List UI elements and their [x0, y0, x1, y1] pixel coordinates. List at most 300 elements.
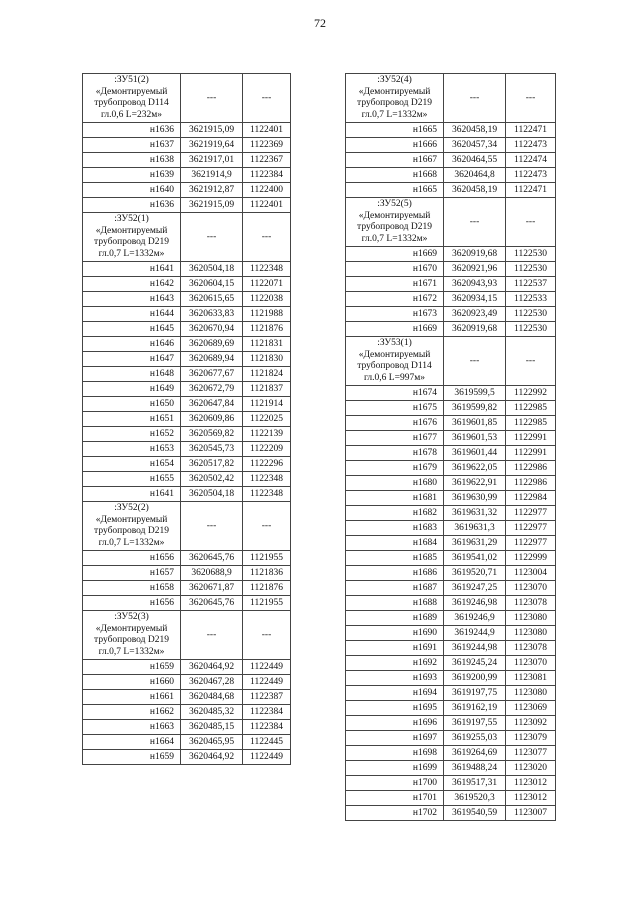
- point-id-cell: н1672: [346, 292, 444, 307]
- section-x-placeholder: ---: [181, 74, 243, 123]
- point-id-cell: н1656: [83, 551, 181, 566]
- x-coordinate-cell: 3620645,76: [181, 551, 243, 566]
- table-row: [83, 457, 291, 472]
- table-row: [346, 262, 556, 277]
- y-coordinate-cell: 1122384: [243, 720, 291, 735]
- y-coordinate-cell: 1122471: [506, 183, 556, 198]
- point-id-cell: н1636: [83, 123, 181, 138]
- point-id-cell: н1677: [346, 431, 444, 446]
- x-coordinate-cell: 3620464,92: [181, 750, 243, 765]
- x-coordinate-cell: 3620921,96: [444, 262, 506, 277]
- table-row: [83, 168, 291, 183]
- point-id-cell: н1645: [83, 322, 181, 337]
- table-row: [83, 690, 291, 705]
- x-coordinate-cell: 3619162,19: [444, 701, 506, 716]
- table-row: [83, 337, 291, 352]
- x-coordinate-cell: 3620485,15: [181, 720, 243, 735]
- x-coordinate-cell: 3619255,03: [444, 731, 506, 746]
- y-coordinate-cell: 1121837: [243, 382, 291, 397]
- x-coordinate-cell: 3620517,82: [181, 457, 243, 472]
- table-row: [346, 168, 556, 183]
- x-coordinate-cell: 3620670,94: [181, 322, 243, 337]
- section-y-placeholder: ---: [243, 611, 291, 660]
- table-row: [83, 352, 291, 367]
- point-id-cell: н1648: [83, 367, 181, 382]
- x-coordinate-cell: 3620677,67: [181, 367, 243, 382]
- x-coordinate-cell: 3620615,65: [181, 292, 243, 307]
- x-coordinate-cell: 3620923,49: [444, 307, 506, 322]
- y-coordinate-cell: 1122038: [243, 292, 291, 307]
- y-coordinate-cell: 1122401: [243, 123, 291, 138]
- y-coordinate-cell: 1123078: [506, 641, 556, 656]
- x-coordinate-cell: 3620484,68: [181, 690, 243, 705]
- section-header-row: [83, 502, 291, 551]
- x-coordinate-cell: 3620458,19: [444, 183, 506, 198]
- y-coordinate-cell: 1122530: [506, 262, 556, 277]
- x-coordinate-cell: 3620919,68: [444, 247, 506, 262]
- y-coordinate-cell: 1122473: [506, 168, 556, 183]
- y-coordinate-cell: 1122991: [506, 431, 556, 446]
- coordinates-table-right: [345, 73, 556, 821]
- table-row: [346, 701, 556, 716]
- section-y-placeholder: ---: [506, 337, 556, 386]
- x-coordinate-cell: 3619622,05: [444, 461, 506, 476]
- point-id-cell: н1652: [83, 427, 181, 442]
- table-row: [83, 472, 291, 487]
- x-coordinate-cell: 3621919,64: [181, 138, 243, 153]
- x-coordinate-cell: 3621914,9: [181, 168, 243, 183]
- x-coordinate-cell: 3621915,09: [181, 198, 243, 213]
- y-coordinate-cell: 1122296: [243, 457, 291, 472]
- y-coordinate-cell: 1122025: [243, 412, 291, 427]
- point-id-cell: н1655: [83, 472, 181, 487]
- point-id-cell: н1683: [346, 521, 444, 536]
- y-coordinate-cell: 1122533: [506, 292, 556, 307]
- section-y-placeholder: ---: [506, 74, 556, 123]
- section-header-row: [346, 198, 556, 247]
- x-coordinate-cell: 3620465,95: [181, 735, 243, 750]
- x-coordinate-cell: 3619541,02: [444, 551, 506, 566]
- x-coordinate-cell: 3619631,32: [444, 506, 506, 521]
- point-id-cell: н1671: [346, 277, 444, 292]
- coordinates-table-left: [82, 73, 291, 765]
- point-id-cell: н1667: [346, 153, 444, 168]
- y-coordinate-cell: 1123081: [506, 671, 556, 686]
- page-number: 72: [314, 16, 326, 30]
- table-row: [83, 487, 291, 502]
- y-coordinate-cell: 1123012: [506, 791, 556, 806]
- point-id-cell: н1661: [83, 690, 181, 705]
- point-id-cell: н1644: [83, 307, 181, 322]
- x-coordinate-cell: 3619601,85: [444, 416, 506, 431]
- y-coordinate-cell: 1121831: [243, 337, 291, 352]
- point-id-cell: н1676: [346, 416, 444, 431]
- x-coordinate-cell: 3619517,31: [444, 776, 506, 791]
- point-id-cell: н1702: [346, 806, 444, 821]
- y-coordinate-cell: 1121914: [243, 397, 291, 412]
- point-id-cell: н1699: [346, 761, 444, 776]
- x-coordinate-cell: 3620919,68: [444, 322, 506, 337]
- table-row: [346, 626, 556, 641]
- x-coordinate-cell: 3619599,82: [444, 401, 506, 416]
- point-id-cell: н1669: [346, 322, 444, 337]
- x-coordinate-cell: 3620464,55: [444, 153, 506, 168]
- point-id-cell: н1694: [346, 686, 444, 701]
- y-coordinate-cell: 1122401: [243, 198, 291, 213]
- point-id-cell: н1695: [346, 701, 444, 716]
- point-id-cell: н1636: [83, 198, 181, 213]
- section-x-placeholder: ---: [181, 611, 243, 660]
- section-y-placeholder: ---: [243, 502, 291, 551]
- point-id-cell: н1659: [83, 750, 181, 765]
- table-row: [346, 686, 556, 701]
- x-coordinate-cell: 3619540,59: [444, 806, 506, 821]
- point-id-cell: н1646: [83, 337, 181, 352]
- section-header-cell: :ЗУ52(5) «Демонтируемый трубопровод D219 гл.0,7 L=1332м»: [346, 198, 444, 247]
- point-id-cell: н1663: [83, 720, 181, 735]
- point-id-cell: н1686: [346, 566, 444, 581]
- point-id-cell: н1656: [83, 596, 181, 611]
- x-coordinate-cell: 3620647,84: [181, 397, 243, 412]
- table-row: [346, 277, 556, 292]
- table-row: [83, 183, 291, 198]
- table-row: [83, 660, 291, 675]
- table-row: [83, 198, 291, 213]
- point-id-cell: н1666: [346, 138, 444, 153]
- point-id-cell: н1681: [346, 491, 444, 506]
- y-coordinate-cell: 1122348: [243, 487, 291, 502]
- table-row: [346, 611, 556, 626]
- table-row: [83, 262, 291, 277]
- y-coordinate-cell: 1121824: [243, 367, 291, 382]
- table-row: [83, 123, 291, 138]
- y-coordinate-cell: 1123078: [506, 596, 556, 611]
- x-coordinate-cell: 3620604,15: [181, 277, 243, 292]
- x-coordinate-cell: 3620671,87: [181, 581, 243, 596]
- table-row: [83, 705, 291, 720]
- table-row: [346, 386, 556, 401]
- y-coordinate-cell: 1122445: [243, 735, 291, 750]
- point-id-cell: н1689: [346, 611, 444, 626]
- x-coordinate-cell: 3620502,42: [181, 472, 243, 487]
- point-id-cell: н1679: [346, 461, 444, 476]
- section-y-placeholder: ---: [506, 198, 556, 247]
- y-coordinate-cell: 1122977: [506, 521, 556, 536]
- table-row: [83, 581, 291, 596]
- y-coordinate-cell: 1123007: [506, 806, 556, 821]
- point-id-cell: н1638: [83, 153, 181, 168]
- table-row: [346, 247, 556, 262]
- x-coordinate-cell: 3621912,87: [181, 183, 243, 198]
- table-row: [83, 367, 291, 382]
- y-coordinate-cell: 1123092: [506, 716, 556, 731]
- section-header-row: [83, 74, 291, 123]
- x-coordinate-cell: 3620467,28: [181, 675, 243, 690]
- point-id-cell: н1684: [346, 536, 444, 551]
- table-row: [346, 401, 556, 416]
- y-coordinate-cell: 1122986: [506, 461, 556, 476]
- y-coordinate-cell: 1122348: [243, 472, 291, 487]
- table-row: [346, 446, 556, 461]
- x-coordinate-cell: 3620934,15: [444, 292, 506, 307]
- point-id-cell: н1691: [346, 641, 444, 656]
- table-row: [83, 322, 291, 337]
- section-header-row: [346, 337, 556, 386]
- x-coordinate-cell: 3620609,86: [181, 412, 243, 427]
- table-row: [83, 675, 291, 690]
- point-id-cell: н1685: [346, 551, 444, 566]
- x-coordinate-cell: 3619630,99: [444, 491, 506, 506]
- table-row: [83, 397, 291, 412]
- y-coordinate-cell: 1122449: [243, 750, 291, 765]
- y-coordinate-cell: 1122991: [506, 446, 556, 461]
- y-coordinate-cell: 1123080: [506, 686, 556, 701]
- y-coordinate-cell: 1122209: [243, 442, 291, 457]
- table-row: [346, 123, 556, 138]
- point-id-cell: н1674: [346, 386, 444, 401]
- table-row: [346, 322, 556, 337]
- section-header-row: [346, 74, 556, 123]
- table-row: [83, 277, 291, 292]
- table-row: [346, 806, 556, 821]
- point-id-cell: н1698: [346, 746, 444, 761]
- x-coordinate-cell: 3620504,18: [181, 487, 243, 502]
- y-coordinate-cell: 1122999: [506, 551, 556, 566]
- point-id-cell: н1665: [346, 183, 444, 198]
- point-id-cell: н1688: [346, 596, 444, 611]
- x-coordinate-cell: 3619631,29: [444, 536, 506, 551]
- y-coordinate-cell: 1122985: [506, 416, 556, 431]
- table-row: [83, 442, 291, 457]
- x-coordinate-cell: 3620458,19: [444, 123, 506, 138]
- y-coordinate-cell: 1123080: [506, 626, 556, 641]
- y-coordinate-cell: 1122985: [506, 401, 556, 416]
- table-row: [346, 431, 556, 446]
- x-coordinate-cell: 3619197,75: [444, 686, 506, 701]
- y-coordinate-cell: 1122471: [506, 123, 556, 138]
- section-header-cell: :ЗУ52(2) «Демонтируемый трубопровод D219 гл.0,7 L=1332м»: [83, 502, 181, 551]
- y-coordinate-cell: 1122384: [243, 705, 291, 720]
- point-id-cell: н1653: [83, 442, 181, 457]
- section-header-row: [83, 213, 291, 262]
- point-id-cell: н1670: [346, 262, 444, 277]
- point-id-cell: н1659: [83, 660, 181, 675]
- section-x-placeholder: ---: [181, 502, 243, 551]
- y-coordinate-cell: 1121988: [243, 307, 291, 322]
- y-coordinate-cell: 1121955: [243, 551, 291, 566]
- y-coordinate-cell: 1122977: [506, 506, 556, 521]
- x-coordinate-cell: 3620569,82: [181, 427, 243, 442]
- table-row: [83, 735, 291, 750]
- table-row: [346, 596, 556, 611]
- y-coordinate-cell: 1121836: [243, 566, 291, 581]
- point-id-cell: н1643: [83, 292, 181, 307]
- y-coordinate-cell: 1122530: [506, 247, 556, 262]
- x-coordinate-cell: 3620943,93: [444, 277, 506, 292]
- section-x-placeholder: ---: [444, 337, 506, 386]
- table-row: [83, 307, 291, 322]
- point-id-cell: н1642: [83, 277, 181, 292]
- y-coordinate-cell: 1122984: [506, 491, 556, 506]
- x-coordinate-cell: 3620464,8: [444, 168, 506, 183]
- point-id-cell: н1687: [346, 581, 444, 596]
- y-coordinate-cell: 1122449: [243, 660, 291, 675]
- x-coordinate-cell: 3620633,83: [181, 307, 243, 322]
- x-coordinate-cell: 3619622,91: [444, 476, 506, 491]
- table-row: [346, 566, 556, 581]
- point-id-cell: н1650: [83, 397, 181, 412]
- point-id-cell: н1662: [83, 705, 181, 720]
- point-id-cell: н1649: [83, 382, 181, 397]
- x-coordinate-cell: 3620688,9: [181, 566, 243, 581]
- x-coordinate-cell: 3619200,99: [444, 671, 506, 686]
- y-coordinate-cell: 1122348: [243, 262, 291, 277]
- x-coordinate-cell: 3619601,44: [444, 446, 506, 461]
- y-coordinate-cell: 1123012: [506, 776, 556, 791]
- point-id-cell: н1657: [83, 566, 181, 581]
- x-coordinate-cell: 3619599,5: [444, 386, 506, 401]
- x-coordinate-cell: 3620689,69: [181, 337, 243, 352]
- x-coordinate-cell: 3619601,53: [444, 431, 506, 446]
- x-coordinate-cell: 3620545,73: [181, 442, 243, 457]
- x-coordinate-cell: 3619197,55: [444, 716, 506, 731]
- table-row: [346, 746, 556, 761]
- table-row: [346, 671, 556, 686]
- y-coordinate-cell: 1121876: [243, 322, 291, 337]
- table-row: [346, 521, 556, 536]
- table-row: [346, 416, 556, 431]
- point-id-cell: н1696: [346, 716, 444, 731]
- table-row: [83, 551, 291, 566]
- y-coordinate-cell: 1122384: [243, 168, 291, 183]
- table-row: [346, 551, 556, 566]
- point-id-cell: н1664: [83, 735, 181, 750]
- x-coordinate-cell: 3619245,24: [444, 656, 506, 671]
- point-id-cell: н1654: [83, 457, 181, 472]
- y-coordinate-cell: 1122400: [243, 183, 291, 198]
- y-coordinate-cell: 1123077: [506, 746, 556, 761]
- point-id-cell: н1640: [83, 183, 181, 198]
- table-row: [346, 581, 556, 596]
- x-coordinate-cell: 3620485,32: [181, 705, 243, 720]
- point-id-cell: н1697: [346, 731, 444, 746]
- x-coordinate-cell: 3620645,76: [181, 596, 243, 611]
- point-id-cell: н1660: [83, 675, 181, 690]
- y-coordinate-cell: 1122986: [506, 476, 556, 491]
- y-coordinate-cell: 1123069: [506, 701, 556, 716]
- table-row: [346, 461, 556, 476]
- y-coordinate-cell: 1123070: [506, 656, 556, 671]
- point-id-cell: н1665: [346, 123, 444, 138]
- point-id-cell: н1700: [346, 776, 444, 791]
- y-coordinate-cell: 1122474: [506, 153, 556, 168]
- y-coordinate-cell: 1122387: [243, 690, 291, 705]
- point-id-cell: н1680: [346, 476, 444, 491]
- point-id-cell: н1701: [346, 791, 444, 806]
- section-header-cell: :ЗУ53(1) «Демонтируемый трубопровод D114 гл.0,6 L=997м»: [346, 337, 444, 386]
- x-coordinate-cell: 3619247,25: [444, 581, 506, 596]
- table-row: [83, 750, 291, 765]
- table-row: [346, 791, 556, 806]
- point-id-cell: н1668: [346, 168, 444, 183]
- x-coordinate-cell: 3620689,94: [181, 352, 243, 367]
- point-id-cell: н1669: [346, 247, 444, 262]
- section-header-cell: :ЗУ52(4) «Демонтируемый трубопровод D219 гл.0,7 L=1332м»: [346, 74, 444, 123]
- table-row: [346, 153, 556, 168]
- table-row: [346, 491, 556, 506]
- point-id-cell: н1641: [83, 262, 181, 277]
- section-header-row: [83, 611, 291, 660]
- table-row: [346, 716, 556, 731]
- y-coordinate-cell: 1122530: [506, 322, 556, 337]
- y-coordinate-cell: 1122369: [243, 138, 291, 153]
- x-coordinate-cell: 3620504,18: [181, 262, 243, 277]
- y-coordinate-cell: 1121830: [243, 352, 291, 367]
- section-header-cell: :ЗУ52(1) «Демонтируемый трубопровод D219 гл.0,7 L=1332м»: [83, 213, 181, 262]
- table-row: [83, 427, 291, 442]
- y-coordinate-cell: 1122473: [506, 138, 556, 153]
- point-id-cell: н1639: [83, 168, 181, 183]
- section-x-placeholder: ---: [181, 213, 243, 262]
- table-row: [346, 641, 556, 656]
- table-row: [83, 412, 291, 427]
- x-coordinate-cell: 3619244,98: [444, 641, 506, 656]
- y-coordinate-cell: 1122449: [243, 675, 291, 690]
- y-coordinate-cell: 1123079: [506, 731, 556, 746]
- table-row: [346, 292, 556, 307]
- table-row: [83, 292, 291, 307]
- x-coordinate-cell: 3619631,3: [444, 521, 506, 536]
- point-id-cell: н1690: [346, 626, 444, 641]
- table-row: [346, 183, 556, 198]
- y-coordinate-cell: 1122367: [243, 153, 291, 168]
- y-coordinate-cell: 1123070: [506, 581, 556, 596]
- point-id-cell: н1637: [83, 138, 181, 153]
- x-coordinate-cell: 3619244,9: [444, 626, 506, 641]
- section-y-placeholder: ---: [243, 74, 291, 123]
- y-coordinate-cell: 1122992: [506, 386, 556, 401]
- y-coordinate-cell: 1123080: [506, 611, 556, 626]
- point-id-cell: н1675: [346, 401, 444, 416]
- x-coordinate-cell: 3619264,69: [444, 746, 506, 761]
- point-id-cell: н1678: [346, 446, 444, 461]
- table-row: [83, 566, 291, 581]
- x-coordinate-cell: 3619246,98: [444, 596, 506, 611]
- table-row: [346, 138, 556, 153]
- x-coordinate-cell: 3619520,3: [444, 791, 506, 806]
- point-id-cell: н1693: [346, 671, 444, 686]
- point-id-cell: н1647: [83, 352, 181, 367]
- point-id-cell: н1658: [83, 581, 181, 596]
- point-id-cell: н1682: [346, 506, 444, 521]
- point-id-cell: н1692: [346, 656, 444, 671]
- table-row: [83, 720, 291, 735]
- table-row: [346, 761, 556, 776]
- section-x-placeholder: ---: [444, 198, 506, 247]
- y-coordinate-cell: 1122530: [506, 307, 556, 322]
- section-header-cell: :ЗУ52(3) «Демонтируемый трубопровод D219 гл.0,7 L=1332м»: [83, 611, 181, 660]
- table-row: [83, 138, 291, 153]
- y-coordinate-cell: 1123004: [506, 566, 556, 581]
- point-id-cell: н1673: [346, 307, 444, 322]
- table-row: [83, 596, 291, 611]
- table-row: [346, 656, 556, 671]
- section-x-placeholder: ---: [444, 74, 506, 123]
- point-id-cell: н1641: [83, 487, 181, 502]
- y-coordinate-cell: 1121876: [243, 581, 291, 596]
- x-coordinate-cell: 3619488,24: [444, 761, 506, 776]
- y-coordinate-cell: 1121955: [243, 596, 291, 611]
